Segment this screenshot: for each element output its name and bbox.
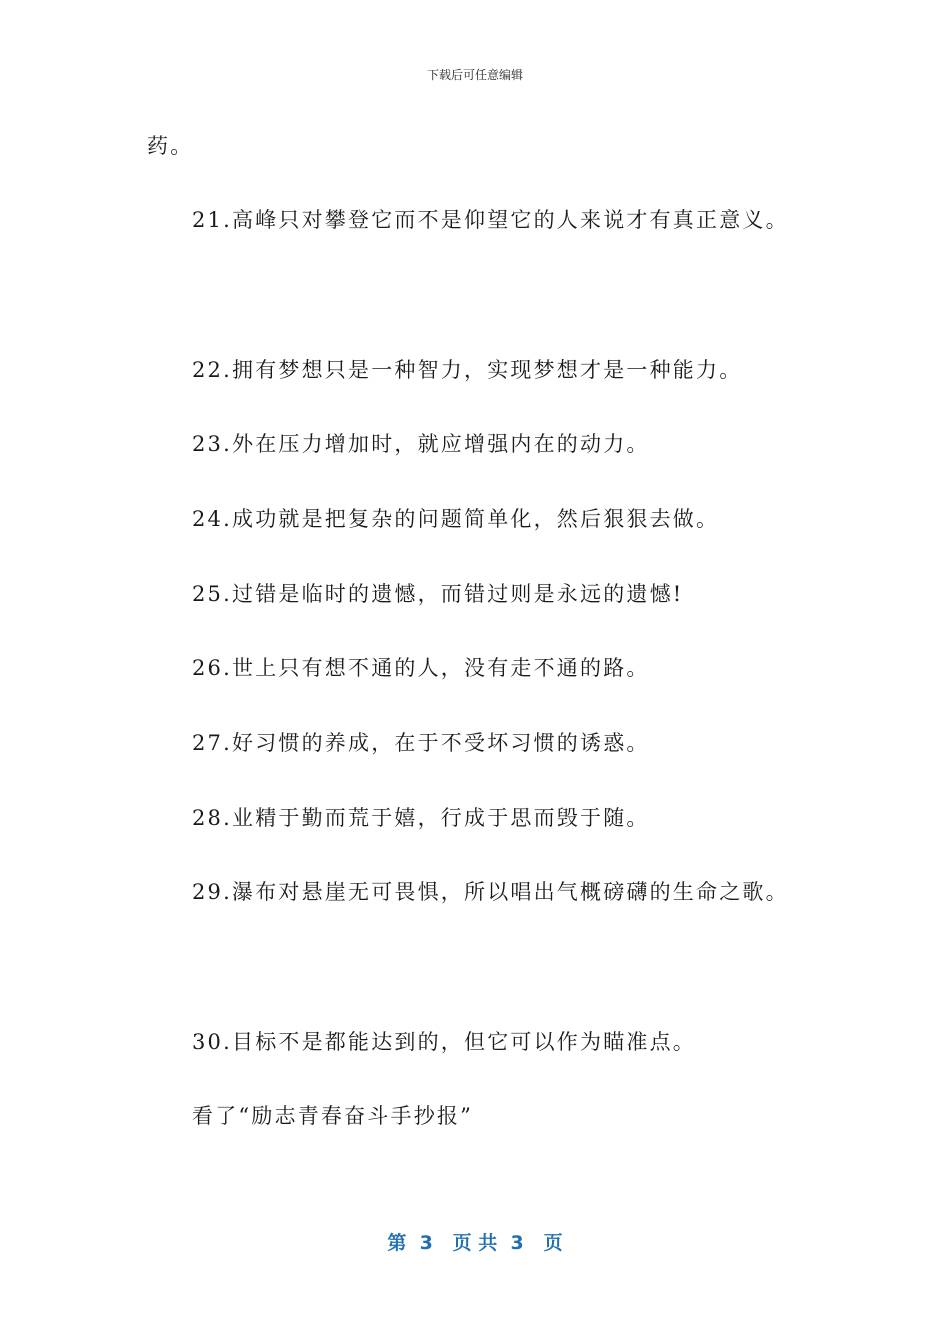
quote-line-28: 28.业精于勤而荒于嬉，行成于思而毁于随。	[192, 806, 650, 830]
page-number-footer: 第 3 页 共 3 页	[387, 1232, 563, 1254]
quote-line-29: 29.瀑布对悬崖无可畏惧，所以唱出气概磅礴的生命之歌。	[192, 880, 789, 904]
quote-line-27: 27.好习惯的养成，在于不受坏习惯的诱惑。	[192, 731, 650, 755]
page-header-note: 下载后可任意编辑	[426, 68, 523, 82]
quote-line-26: 26.世上只有想不通的人，没有走不通的路。	[192, 656, 650, 680]
quote-line-21: 21.高峰只对攀登它而不是仰望它的人来说才有真正意义。	[192, 208, 789, 232]
quote-line-22: 22.拥有梦想只是一种智力，实现梦想才是一种能力。	[192, 358, 743, 382]
continuation-text: 药。	[147, 134, 194, 158]
quote-line-24: 24.成功就是把复杂的问题简单化，然后狠狠去做。	[192, 507, 720, 531]
quote-line-23: 23.外在压力增加时，就应增强内在的动力。	[192, 432, 650, 456]
quote-line-30: 30.目标不是都能达到的，但它可以作为瞄准点。	[192, 1030, 696, 1054]
quote-line-25: 25.过错是临时的遗憾，而错过则是永远的遗憾!	[192, 582, 684, 606]
closing-line: 看了“励志青春奋斗手抄报”	[192, 1104, 474, 1128]
